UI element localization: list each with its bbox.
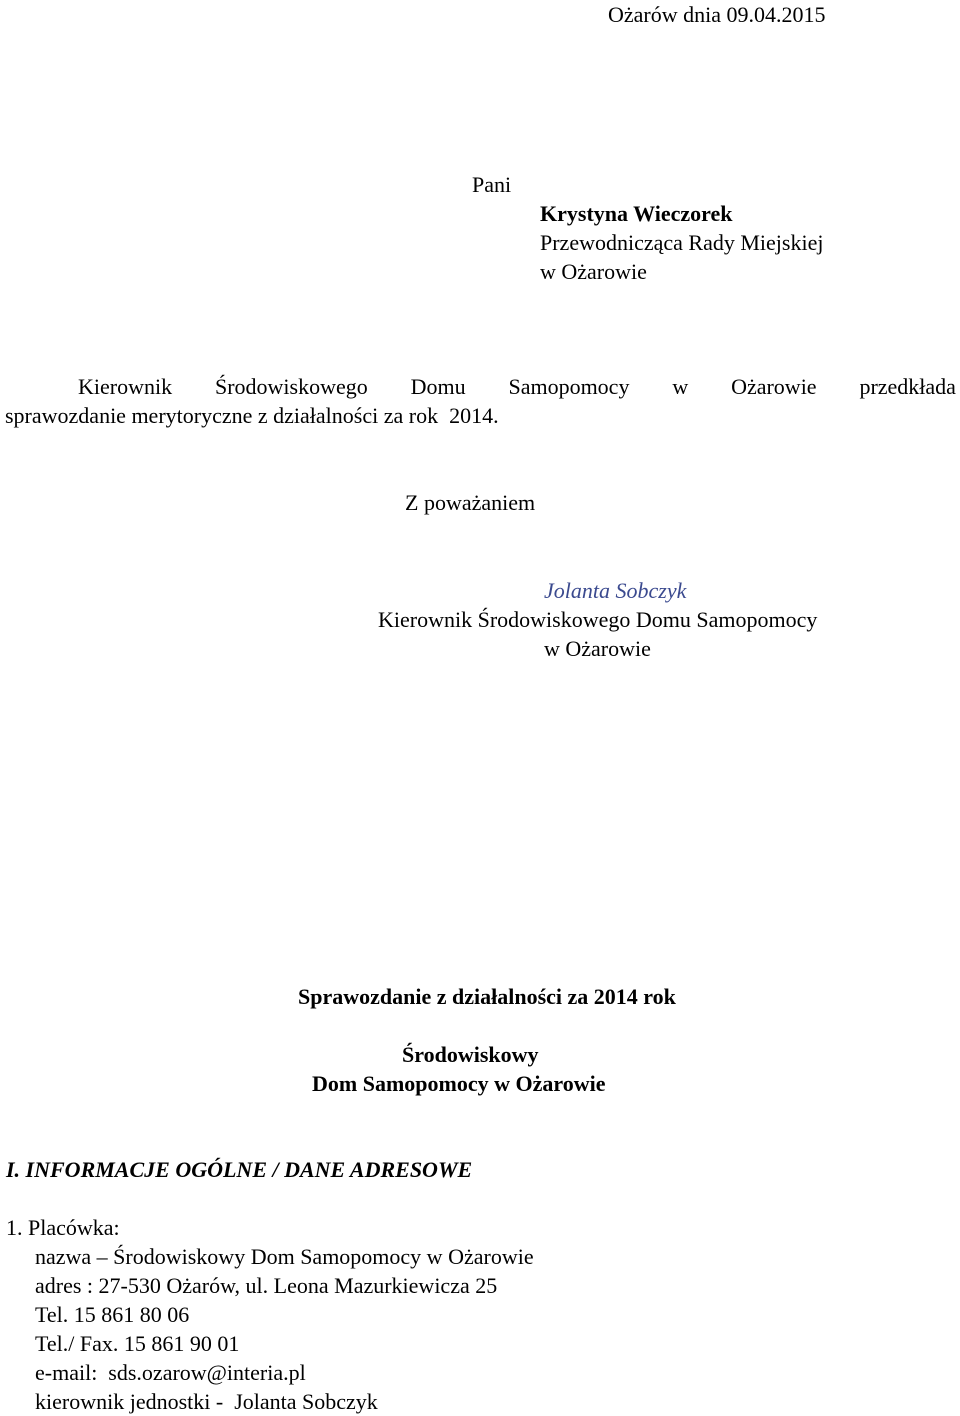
intro-word: Środowiskowego bbox=[214, 374, 368, 399]
facility-address-line: adres : 27-530 Ożarów, ul. Leona Mazurkiewicza 25 bbox=[35, 1273, 498, 1298]
intro-word: Kierownik bbox=[78, 374, 173, 399]
facility-info-list bbox=[6, 1213, 534, 1416]
signature-name: Jolanta Sobczyk bbox=[544, 578, 687, 603]
intro-line-1 bbox=[5, 372, 956, 401]
recipient-place: w Ożarowie bbox=[540, 259, 647, 284]
facility-email-line: e-mail: sds.ozarow@interia.pl bbox=[35, 1360, 306, 1385]
recipient-block bbox=[472, 170, 823, 286]
facility-phone-line: Tel. 15 861 80 06 bbox=[35, 1302, 190, 1327]
section-heading: I. INFORMACJE OGÓLNE / DANE ADRESOWE bbox=[6, 1157, 473, 1182]
intro-word: Samopomocy bbox=[508, 374, 630, 399]
recipient-title: Przewodnicząca Rady Miejskiej bbox=[540, 230, 824, 255]
report-subtitle-line-1: Środowiskowy bbox=[402, 1042, 539, 1067]
report-title: Sprawozdanie z działalności za 2014 rok bbox=[298, 984, 676, 1009]
intro-word: Ożarowie bbox=[731, 374, 817, 399]
intro-line-2: sprawozdanie merytoryczne z działalności za rok 2014. bbox=[5, 403, 499, 428]
intro-word: w bbox=[672, 374, 689, 399]
closing-regards: Z poważaniem bbox=[405, 490, 536, 515]
intro-word: Domu bbox=[410, 374, 466, 399]
facility-fax-line: Tel./ Fax. 15 861 90 01 bbox=[35, 1331, 240, 1356]
facility-name-line: nazwa – Środowiskowy Dom Samopomocy w Ożarowie bbox=[35, 1244, 534, 1269]
recipient-salutation: Pani bbox=[472, 172, 512, 197]
intro-word: przedkłada bbox=[859, 374, 956, 399]
recipient-name: Krystyna Wieczorek bbox=[540, 201, 733, 226]
facility-item-label: 1. Placówka: bbox=[6, 1215, 120, 1240]
intro-paragraph bbox=[5, 372, 956, 430]
signature-title: Kierownik Środowiskowego Domu Samopomocy bbox=[378, 607, 818, 632]
document-date: Ożarów dnia 09.04.2015 bbox=[608, 2, 826, 27]
facility-manager-line: kierownik jednostki - Jolanta Sobczyk bbox=[35, 1389, 378, 1414]
signature-place: w Ożarowie bbox=[544, 636, 651, 661]
report-subtitle-line-2: Dom Samopomocy w Ożarowie bbox=[312, 1071, 606, 1096]
